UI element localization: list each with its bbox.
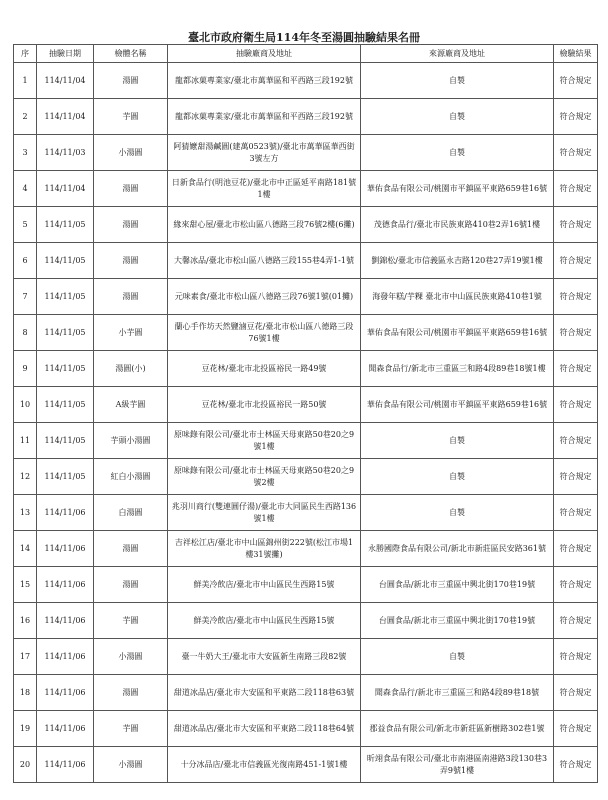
cell-item: 芋圓 [94, 99, 168, 135]
cell-source: 茂德食品行/臺北市民族東路410巷2弄16號1樓 [361, 207, 554, 243]
cell-source: 自製 [361, 99, 554, 135]
cell-source: 自製 [361, 459, 554, 495]
cell-result: 符合規定 [554, 675, 598, 711]
cell-vendor: 臺一牛奶大王/臺北市大安區新生南路三段82號 [168, 639, 361, 675]
cell-date: 114/11/05 [37, 459, 94, 495]
table-row [14, 675, 598, 711]
cell-item: 湯圓 [94, 63, 168, 99]
table-row [14, 63, 598, 99]
cell-vendor: 龍都冰菓專業家/臺北市萬華區和平西路三段192號 [168, 99, 361, 135]
table-row [14, 99, 598, 135]
cell-result: 符合規定 [554, 135, 598, 171]
cell-no: 20 [14, 747, 37, 783]
table-row [14, 207, 598, 243]
table-row [14, 315, 598, 351]
cell-item: 湯圓 [94, 243, 168, 279]
cell-source: 華佑食品有限公司/桃園市平鎮區平東路659巷16號 [361, 171, 554, 207]
cell-vendor: 兆羽川商行(雙連圓仔湯)/臺北市大同區民生西路136號1樓 [168, 495, 361, 531]
cell-date: 114/11/06 [37, 747, 94, 783]
cell-source: 華佑食品有限公司/桃園市平鎮區平東路659巷16號 [361, 315, 554, 351]
cell-vendor: 原味錄有限公司/臺北市士林區天母東路50巷20之9號1樓 [168, 423, 361, 459]
cell-source: 聞森食品行/新北市三重區三和路4段89巷18號1樓 [361, 351, 554, 387]
cell-vendor: 日新食品行(明池豆花)/臺北市中正區延平南路181號1樓 [168, 171, 361, 207]
cell-no: 8 [14, 315, 37, 351]
cell-item: 湯圓 [94, 171, 168, 207]
cell-result: 符合規定 [554, 639, 598, 675]
cell-no: 4 [14, 171, 37, 207]
table-row [14, 495, 598, 531]
table-row [14, 711, 598, 747]
table-body [14, 63, 598, 783]
cell-result: 符合規定 [554, 243, 598, 279]
cell-date: 114/11/04 [37, 63, 94, 99]
cell-source: 郡益食品有限公司/新北市新莊區新樹路302巷1號 [361, 711, 554, 747]
cell-item: 紅白小湯圓 [94, 459, 168, 495]
cell-item: 芋圓 [94, 603, 168, 639]
cell-no: 3 [14, 135, 37, 171]
cell-source: 海發年糕/芋粿 臺北市中山區民族東路410巷1號 [361, 279, 554, 315]
cell-item: 湯圓 [94, 531, 168, 567]
cell-result: 符合規定 [554, 63, 598, 99]
table-row [14, 423, 598, 459]
cell-date: 114/11/05 [37, 351, 94, 387]
cell-date: 114/11/03 [37, 135, 94, 171]
table-row [14, 171, 598, 207]
cell-item: 芋圓 [94, 711, 168, 747]
cell-source: 自製 [361, 63, 554, 99]
cell-date: 114/11/06 [37, 567, 94, 603]
document-title: 臺北市政府衛生局114年冬至湯圓抽驗結果名冊 [188, 31, 420, 44]
cell-item: 湯圓(小) [94, 351, 168, 387]
cell-result: 符合規定 [554, 747, 598, 783]
cell-date: 114/11/05 [37, 279, 94, 315]
table-row [14, 531, 598, 567]
cell-result: 符合規定 [554, 423, 598, 459]
cell-vendor: 豆花林/臺北市北投區裕民一路49號 [168, 351, 361, 387]
cell-vendor: 甜道冰品店/臺北市大安區和平東路二段118巷63號 [168, 675, 361, 711]
cell-date: 114/11/06 [37, 603, 94, 639]
cell-no: 10 [14, 387, 37, 423]
cell-vendor: 豆花林/臺北市北投區裕民一路50號 [168, 387, 361, 423]
cell-no: 5 [14, 207, 37, 243]
inspection-results-table [13, 44, 598, 783]
cell-vendor: 甜道冰品店/臺北市大安區和平東路二段118巷64號 [168, 711, 361, 747]
cell-vendor: 元味素食/臺北市松山區八德路三段76號1號(01攤) [168, 279, 361, 315]
cell-no: 17 [14, 639, 37, 675]
cell-no: 9 [14, 351, 37, 387]
cell-item: 湯圓 [94, 567, 168, 603]
cell-no: 14 [14, 531, 37, 567]
cell-vendor: 大馨冰品/臺北市松山區八德路三段155巷4弄1-1號 [168, 243, 361, 279]
header-item: 檢體名稱 [94, 45, 168, 63]
cell-no: 7 [14, 279, 37, 315]
cell-result: 符合規定 [554, 171, 598, 207]
cell-no: 12 [14, 459, 37, 495]
cell-result: 符合規定 [554, 531, 598, 567]
cell-source: 自製 [361, 423, 554, 459]
cell-source: 台圓食品/新北市三重區中興北街170巷19號 [361, 567, 554, 603]
cell-source: 自製 [361, 639, 554, 675]
cell-source: 華佑食品有限公司/桃園市平鎮區平東路659巷16號 [361, 387, 554, 423]
table-row [14, 603, 598, 639]
cell-date: 114/11/06 [37, 711, 94, 747]
cell-date: 114/11/05 [37, 207, 94, 243]
cell-vendor: 鮮美冷飲店/臺北市中山區民生西路15號 [168, 603, 361, 639]
cell-date: 114/11/05 [37, 423, 94, 459]
cell-source: 自製 [361, 135, 554, 171]
cell-source: 永勝國際食品有限公司/新北市新莊區民安路361號 [361, 531, 554, 567]
cell-result: 符合規定 [554, 387, 598, 423]
table-row [14, 387, 598, 423]
cell-date: 114/11/06 [37, 531, 94, 567]
table-row [14, 351, 598, 387]
cell-item: 湯圓 [94, 279, 168, 315]
cell-item: 小湯圓 [94, 639, 168, 675]
cell-source: 聞森食品行/新北市三重區三和路4段89巷18號 [361, 675, 554, 711]
cell-no: 11 [14, 423, 37, 459]
cell-vendor: 原味錄有限公司/臺北市士林區天母東路50巷20之9號2樓 [168, 459, 361, 495]
table-row [14, 639, 598, 675]
table-row [14, 279, 598, 315]
cell-result: 符合規定 [554, 207, 598, 243]
cell-item: 小湯圓 [94, 135, 168, 171]
cell-vendor: 鮮美冷飲店/臺北市中山區民生西路15號 [168, 567, 361, 603]
cell-date: 114/11/05 [37, 315, 94, 351]
cell-vendor: 緣來甜心屋/臺北市松山區八德路三段76號2樓(6攤) [168, 207, 361, 243]
cell-no: 15 [14, 567, 37, 603]
cell-item: 芋頭小湯圓 [94, 423, 168, 459]
cell-date: 114/11/06 [37, 675, 94, 711]
cell-result: 符合規定 [554, 99, 598, 135]
header-no: 序 [14, 45, 37, 63]
cell-vendor: 吉祥松江店/臺北市中山區錦州街222號(松江市場1樓31號攤) [168, 531, 361, 567]
cell-date: 114/11/05 [37, 387, 94, 423]
cell-result: 符合規定 [554, 315, 598, 351]
cell-result: 符合規定 [554, 279, 598, 315]
cell-no: 18 [14, 675, 37, 711]
cell-vendor: 十分冰品店/臺北市信義區光復南路451-1號1樓 [168, 747, 361, 783]
cell-result: 符合規定 [554, 711, 598, 747]
cell-item: 湯圓 [94, 207, 168, 243]
cell-source: 昕翊食品有限公司/臺北市南港區南港路3段130巷3弄9號1樓 [361, 747, 554, 783]
header-date: 抽驗日期 [37, 45, 94, 63]
cell-item: 湯圓 [94, 675, 168, 711]
cell-source: 自製 [361, 495, 554, 531]
table-row [14, 459, 598, 495]
cell-source: 劉錦松/臺北市信義區永吉路120巷27弄19號1樓 [361, 243, 554, 279]
cell-no: 1 [14, 63, 37, 99]
cell-result: 符合規定 [554, 567, 598, 603]
cell-item: A級芋圓 [94, 387, 168, 423]
cell-item: 小湯圓 [94, 747, 168, 783]
cell-vendor: 阿猜嬤甜湯鹹圓(建萬0523號)/臺北市萬華區華西街3號左方 [168, 135, 361, 171]
cell-no: 6 [14, 243, 37, 279]
cell-date: 114/11/06 [37, 639, 94, 675]
cell-result: 符合規定 [554, 459, 598, 495]
cell-date: 114/11/04 [37, 171, 94, 207]
table-row [14, 747, 598, 783]
cell-no: 16 [14, 603, 37, 639]
cell-item: 白湯圓 [94, 495, 168, 531]
cell-result: 符合規定 [554, 495, 598, 531]
cell-date: 114/11/04 [37, 99, 94, 135]
cell-no: 2 [14, 99, 37, 135]
cell-no: 19 [14, 711, 37, 747]
header-vendor: 抽驗廠商及地址 [168, 45, 361, 63]
table-row [14, 243, 598, 279]
cell-result: 符合規定 [554, 603, 598, 639]
cell-vendor: 蘭心手作坊天然鹽滷豆花/臺北市松山區八德路三段76號1樓 [168, 315, 361, 351]
cell-item: 小芋圓 [94, 315, 168, 351]
cell-source: 台圓食品/新北市三重區中興北街170巷19號 [361, 603, 554, 639]
cell-result: 符合規定 [554, 351, 598, 387]
header-source: 來源廠商及地址 [361, 45, 554, 63]
table-header-row [14, 45, 598, 63]
table-row [14, 567, 598, 603]
cell-vendor: 龍都冰菓專業家/臺北市萬華區和平西路三段192號 [168, 63, 361, 99]
cell-no: 13 [14, 495, 37, 531]
cell-date: 114/11/06 [37, 495, 94, 531]
header-result: 檢驗結果 [554, 45, 598, 63]
table-row [14, 135, 598, 171]
cell-date: 114/11/05 [37, 243, 94, 279]
